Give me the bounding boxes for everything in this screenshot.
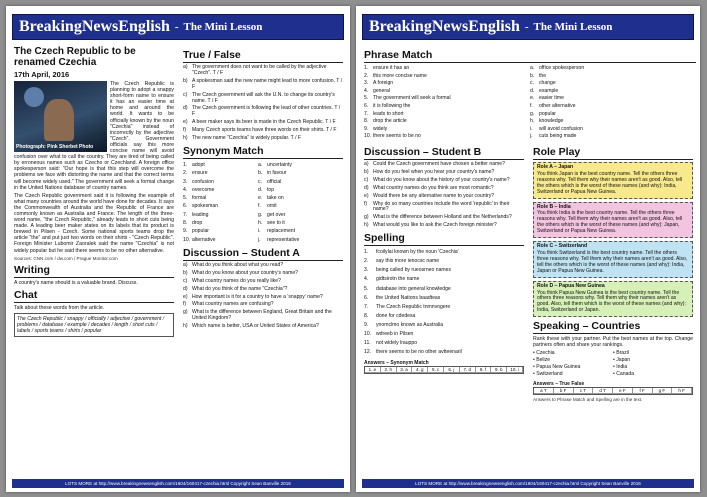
list-item: 8. done for cdedesa [364, 312, 416, 319]
article-photo [14, 81, 107, 152]
article-title: The Czech Republic to be renamed Czechia [14, 46, 136, 68]
discussion-a-heading: Discussion – Student A [183, 247, 343, 261]
chat-text: Talk about these words from the article. [14, 304, 105, 311]
list-item: 6. the United Nations baadteas [364, 294, 441, 301]
list-item: g) What is the difference between Holland and the Netherlands? [364, 214, 512, 221]
brand-title: BreakingNewsEnglish [19, 18, 170, 35]
discussion-a-list [183, 263, 343, 330]
list-item: 11. not widely lrauppo [364, 340, 418, 347]
list-item: g) What is the difference between England, Great Britain and the United Kingdom? [183, 309, 332, 322]
header-separator: - [174, 21, 179, 33]
sources: Sources: CNN.com / dw.com / Prague Monitor.com [14, 255, 118, 261]
role-card-d: Role D – Papua New Guinea You think Papua New Guinea is the best country name. Tell the others three reasons why. Tell them why their names aren't as good. Also, tell them which is the worst of these names (and why): India, Switzerland or Japan. [533, 281, 693, 318]
discussion-b-heading: Discussion – Student B [364, 146, 524, 160]
list-item: b) How do you feel when you hear your country's name? [364, 168, 495, 175]
role-play-column [533, 143, 693, 476]
brand-title: BreakingNewsEnglish [369, 18, 520, 35]
answers-tf-title: Answers – True False [533, 381, 585, 388]
list-item: d) What country names do you think are most romantic? [364, 184, 494, 191]
answers-note: Answers to Phrase Match and Spelling are in the text. [533, 397, 643, 403]
list-item: 7. The Czech Republic tnmnvogere [364, 303, 451, 310]
list-item: f) What country names are confusing? [183, 301, 274, 308]
speaking-heading: Speaking – Countries [533, 320, 693, 334]
spelling-list [364, 248, 524, 357]
page-header [362, 14, 694, 40]
exercise-column [183, 46, 343, 476]
role-play-heading: Role Play [533, 146, 693, 160]
speaking-text: Rank these with your partner. Put the best names at the top. Change partners often and share your rankings. [533, 336, 693, 349]
speaking-ranking-list: • Czechia • Brazil • Belize • Japan • Papua New Guinea • India • Switzerland • Canada [533, 350, 635, 378]
photo-credit: Photograph: Pink Sherbet Photo [16, 144, 94, 150]
list-item: h) What would you like to ask the Czech foreign minister? [364, 222, 497, 229]
list-item: 1. fcoilylai known by the noun 'Czechia' [364, 249, 459, 256]
worksheet-page-2 [356, 6, 700, 492]
list-item: e) How important is it for a country to have a 'snappy' name? [183, 293, 323, 300]
answers-synonym-title: Answers – Synonym Match [364, 360, 429, 367]
discussion-spelling-column [364, 143, 524, 476]
synonym-match-grid: 1. adopt a. uncertainty 2. ensure b. in favour 3. confusion c. official 4. overcome d. top 5. formal e. take on 6. spokesman f. omit 7. leading g. get over 8. drop h. see to it 9. popular i. replacement 10. alternative j. representative [183, 161, 300, 243]
article-date: 17th April, 2016 [14, 70, 70, 79]
list-item: 9. ynomclmo known as Australia [364, 321, 444, 328]
list-item: b) What do you know about your country's name? [183, 269, 299, 276]
list-item: c) The Czech government will ask the U.N. to change its country's name. T / F [183, 91, 335, 104]
chat-heading: Chat [14, 289, 174, 303]
writing-text: A country's name should is a valuable brand. Discuss. [14, 279, 138, 286]
role-card-b: Role B – India You think India is the best country name. Tell the others three reasons why. Tell them why their names aren't as good. Also, tell the others which is the worst of these names (and why): Japan, Switzerland or Papua New Guinea. [533, 202, 693, 239]
discussion-b-list [364, 162, 524, 229]
list-item: c) What do you know about the history of your country's name? [364, 176, 510, 183]
article-column [14, 46, 174, 476]
list-item: 2. say this more ienocsc name [364, 258, 440, 265]
list-item: 4. gidtsirotn the name [364, 276, 420, 283]
list-item: d) What do you think of the name "Czechia"? [183, 285, 288, 292]
article-paragraph-1: The Czech Republic is planning to adopt a snappy short-form name to ensure it has an easier time at home and around the world. It wants to be officially known by the noun "Czechia" instead of incorrectly by the adjective "Czech". Government officials say this more concise name will avoid confusion over what to call the country. They are tired of being called by erroneous names such as Czecho or Czechland. A foreign office spokesperson said: "Our hope is that this step will overcome the problems we face with distorting the name and that the correct terms will become widely used." The government will seek a formal change in the United Nations database of country names. [14, 81, 174, 191]
chat-words-box: The Czech Republic / snappy / officially / adjective / government / problems / database / example / decades / length / short cuts / labels / sports teams / shirts / popular [14, 313, 174, 337]
worksheet-page-1 [6, 6, 350, 492]
left-exercise-column [364, 46, 696, 140]
role-card-a: Role A – Japan You think Japan is the best country name. Tell the others three reasons why. Tell them why their names aren't as good. Also, tell the others which is the worst of these names (and why): India, Switzerland or Papua New Guinea. [533, 162, 693, 199]
phrase-match-grid: 1. ensure it has an a. office spokesperson 2. this more concise name b. the 3. A foreign c. change 4. general d. example 5. The government will seek a formal e. easier time 6. it is following the f. other alternative 7. leads to short g. popular 8. drop the article h. knowledge 9. widely i. will avoid confusion 10. there seems to be no j. cuts being made [364, 65, 585, 140]
list-item: h) Which name is better, USA or United States of America? [183, 323, 319, 330]
list-item: 10. wdreeb in Pilsen [364, 331, 414, 337]
writing-heading: Writing [14, 264, 174, 278]
list-item: 12. there seems to be no other avtteenaril [364, 349, 462, 356]
article-paragraph-2: The Czech Republic government said it is following the example of what many countries around the world have done for decades. It says the Commonwealth of Australia and the Republic of France are commonly known as Australia and France. The length of the three-word name, "the Czech Republic," already leads to short cuts being made. A leading beer maker states on its labels that its product is brewed in Pilsen - Czech. Some national sports teams drop the article "the" and put just two words on their shirts - "Czech Republic". Foreign Minister Lubomir Zaoralek said the name "Czechia" is not widely popular but he said there seems to be no other alternative. [14, 192, 174, 254]
list-item: f) Why do so many countries include the word 'republic' in their name? [364, 200, 510, 213]
list-item: e) A beer maker says its beer is made in the Czech Republic. T / F [183, 119, 336, 126]
list-item: a) What do you think about what you read? [183, 261, 284, 268]
list-item: b) A spokesman said the new name might lead to more confusion. T / F [183, 77, 343, 90]
page-header [12, 14, 344, 40]
list-item: e) Would there be any alternative name to your country? [364, 192, 495, 199]
header-subtitle: The Mini Lesson [183, 21, 263, 33]
page-footer[interactable]: LOTS MORE at http://www.breakingnewsenglish.com/1604/160417-czechia.html Copyright Sean Banville 2016 [12, 479, 344, 488]
list-item: 3. being called by rueosrneo names [364, 267, 452, 274]
list-item: a) The government does not want to be called by the adjective "Czech". T / F [183, 64, 327, 76]
list-item: a) Could the Czech government have chosen a better name? [364, 161, 505, 167]
answers-synonym-table: 1. e 2. h 3. a 4. g 5. c 6. j 7. d 8. f 9. b 10. i [364, 366, 524, 374]
phrase-match-heading: Phrase Match [364, 49, 696, 63]
true-false-heading: True / False [183, 49, 343, 63]
list-item: 5. database into general knowledge [364, 285, 451, 292]
page-footer[interactable]: LOTS MORE at http://www.breakingnewsenglish.com/1604/160417-czechia.html Copyright Sean Banville 2016 [362, 479, 694, 488]
list-item: f) Many Czech sports teams have three words on their shirts. T / F [183, 127, 337, 134]
list-item: c) What country names do you really like? [183, 277, 281, 284]
header-subtitle: The Mini Lesson [533, 21, 613, 33]
spelling-heading: Spelling [364, 232, 524, 246]
list-item: h) The new name "Czechia" is widely popular. T / F [183, 135, 302, 142]
synonym-match-heading: Synonym Match [183, 145, 343, 159]
list-item: d) The Czech government is following the lead of other countries. T / F [183, 105, 341, 118]
true-false-list [183, 65, 343, 142]
answers-tf-table: a T b F c T d T e F f F g F h F [533, 387, 693, 395]
header-separator: - [524, 21, 529, 33]
role-card-c: Role C – Switzerland You think Switzerland is the best country name. Tell the others three reasons why. Tell them why their names aren't as good. Also, tell the others which is the worst of these names (and why): India, Japan or Papua New Guinea. [533, 241, 693, 278]
